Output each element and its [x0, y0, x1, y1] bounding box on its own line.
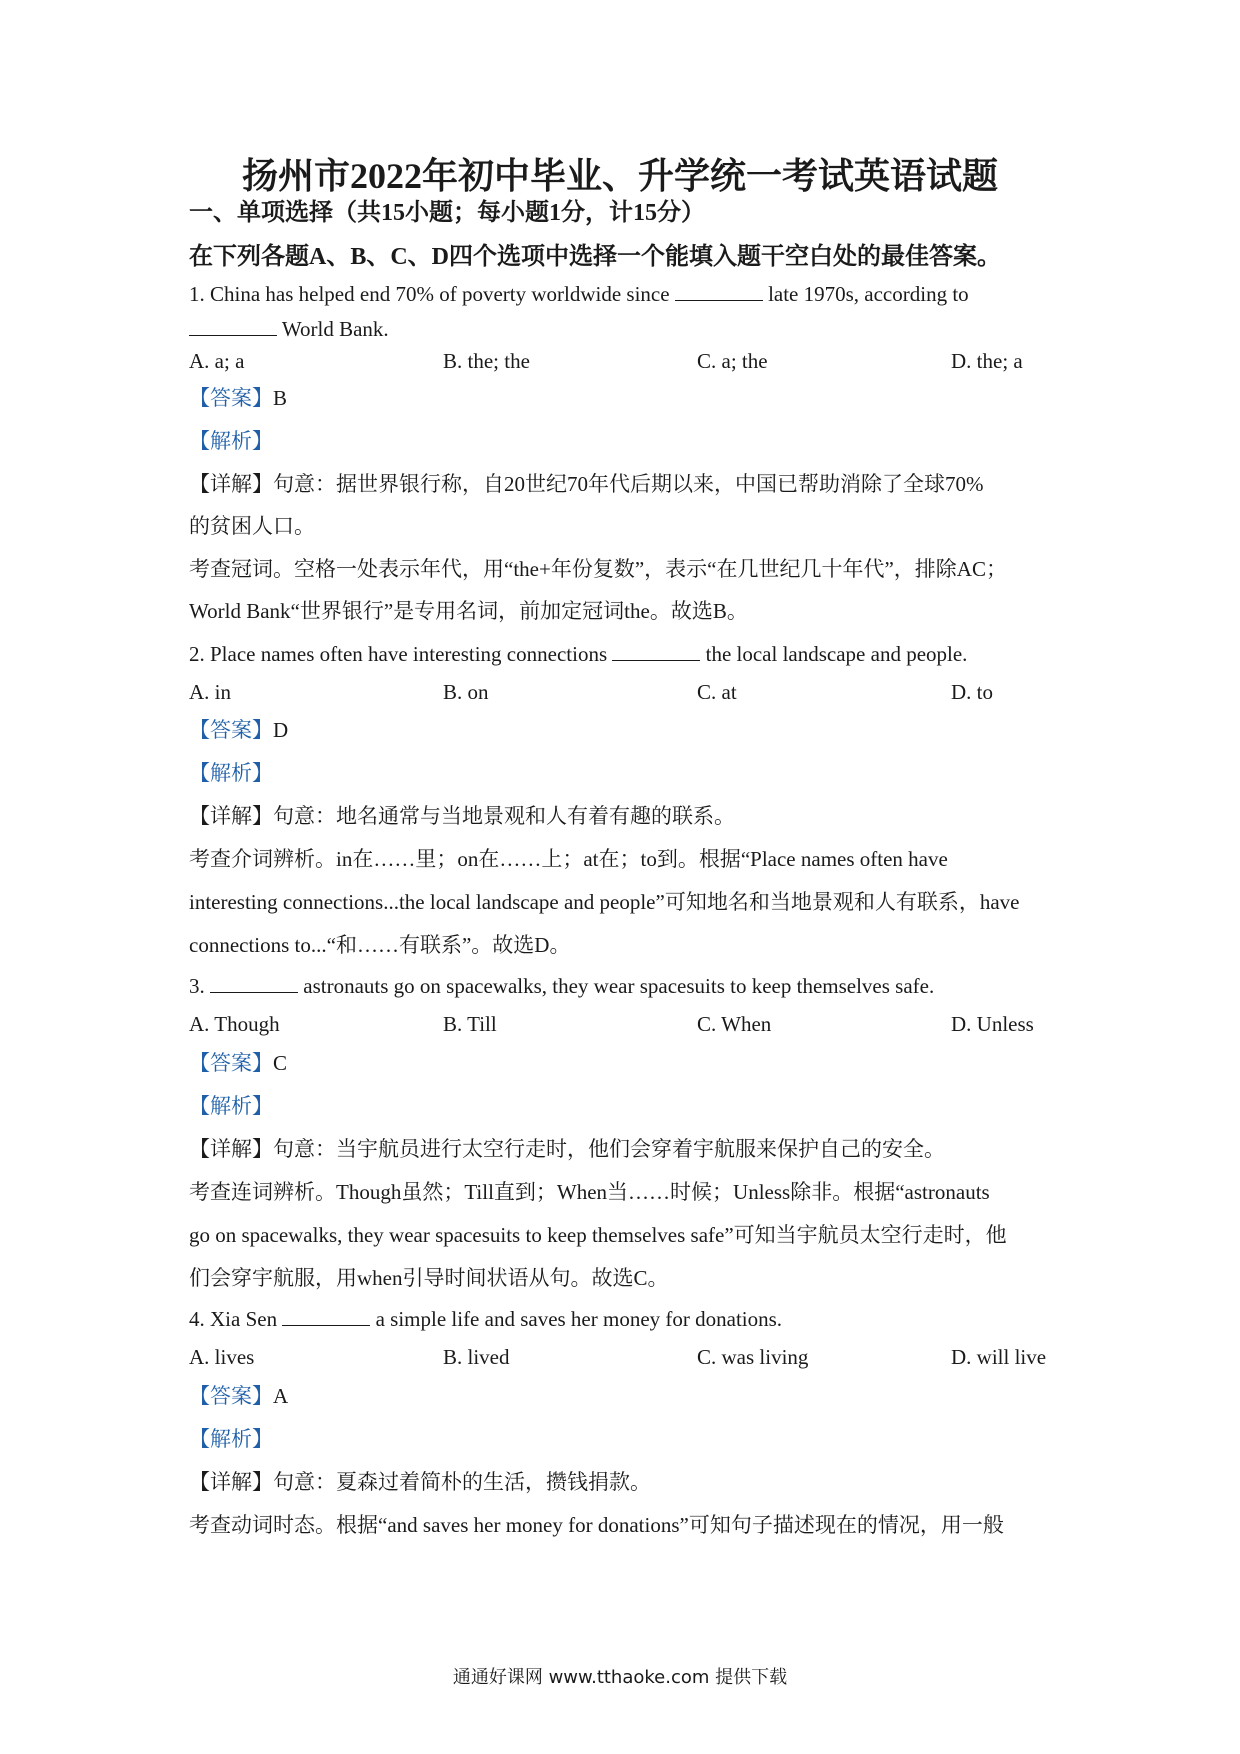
answer-blank — [282, 1307, 370, 1326]
q2-stem-part-b: the local landscape and people. — [705, 642, 968, 666]
section-heading: 一、单项选择（共15小题；每小题1分，计15分） — [189, 200, 705, 226]
q3-option-a: A. Though — [189, 1012, 280, 1036]
answer-blank — [675, 282, 763, 301]
q2-detail-line-4: connections to...“和……有联系”。故选D。 — [189, 933, 571, 957]
q4-detail-line-2: 考查动词时态。根据“and saves her money for donations”可知句子描述现在的情况，用一般 — [189, 1513, 1004, 1537]
answer-tag: 【答案】 — [189, 386, 273, 410]
q3-analysis — [189, 1092, 273, 1120]
q2-option-b: B. on — [443, 680, 489, 704]
page-footer: 通通好课网 www.tthaoke.com 提供下载 — [452, 1667, 788, 1688]
detail-text: 句意：夏森过着简朴的生活，攒钱捐款。 — [273, 1470, 651, 1494]
detail-text: 句意：当宇航员进行太空行走时，他们会穿着宇航服来保护自己的安全。 — [273, 1137, 945, 1161]
q4-option-b: B. lived — [443, 1345, 510, 1369]
q2-answer — [189, 716, 288, 744]
q3-stem-part-a: 3. — [189, 974, 205, 998]
q3-detail-line-4: 们会穿宇航服，用when引导时间状语从句。故选C。 — [189, 1266, 669, 1290]
q1-analysis — [189, 427, 273, 455]
q1-detail-line-2: 的贫困人口。 — [189, 514, 315, 538]
q2-option-d: D. to — [951, 680, 993, 704]
q2-option-a: A. in — [189, 680, 231, 704]
answer-value: A — [273, 1384, 289, 1408]
page-title: 扬州市2022年初中毕业、升学统一考试英语试题 — [241, 156, 998, 196]
answer-blank — [189, 317, 277, 336]
q1-option-b: B. the; the — [443, 349, 530, 373]
analysis-tag: 【解析】 — [189, 1427, 273, 1451]
q4-option-d: D. will live — [951, 1345, 1047, 1369]
q1-answer — [189, 384, 287, 412]
q1-stem-line-1 — [189, 280, 969, 308]
q3-option-b: B. Till — [443, 1012, 497, 1036]
detail-tag: 【详解】 — [189, 1470, 273, 1494]
q1-stem-line-2 — [189, 315, 389, 343]
q1-stem-part-a: 1. China has helped end 70% of poverty worldwide since — [189, 282, 670, 306]
detail-tag: 【详解】 — [189, 1137, 273, 1161]
q3-detail-line-3: go on spacewalks, they wear spacesuits to keep themselves safe”可知当宇航员太空行走时，他 — [189, 1223, 1007, 1247]
q2-stem-part-a: 2. Place names often have interesting connections — [189, 642, 608, 666]
q4-answer — [189, 1382, 288, 1410]
detail-text: 句意：据世界银行称，自20世纪70年代后期以来，中国已帮助消除了全球70% — [273, 472, 984, 496]
q4-detail-line-1 — [189, 1468, 651, 1496]
answer-tag: 【答案】 — [189, 1384, 273, 1408]
analysis-tag: 【解析】 — [189, 429, 273, 453]
answer-value: C — [273, 1051, 288, 1075]
answer-blank — [210, 974, 298, 993]
answer-value: D — [273, 718, 289, 742]
q4-option-c: C. was living — [697, 1345, 809, 1369]
q3-answer — [189, 1049, 287, 1077]
q4-stem-line-1 — [189, 1305, 782, 1333]
answer-blank — [612, 642, 700, 661]
q2-stem-line-1 — [189, 640, 967, 668]
q3-stem-line-1 — [189, 972, 934, 1000]
q2-detail-line-1 — [189, 802, 735, 830]
q1-detail-line-1 — [189, 470, 984, 498]
q2-option-c: C. at — [697, 680, 737, 704]
q3-option-c: C. When — [697, 1012, 772, 1036]
q2-detail-line-2: 考查介词辨析。in在……里；on在……上；at在；to到。根据“Place names often have — [189, 847, 948, 871]
q1-stem-part-c: World Bank. — [281, 317, 389, 341]
answer-value: B — [273, 386, 288, 410]
q3-stem-part-b: astronauts go on spacewalks, they wear spacesuits to keep themselves safe. — [303, 974, 935, 998]
detail-text: 句意：地名通常与当地景观和人有着有趣的联系。 — [273, 804, 735, 828]
q2-detail-line-3: interesting connections...the local landscape and people”可知地名和当地景观和人有联系，have — [189, 890, 1020, 914]
section-instruction: 在下列各题A、B、C、D四个选项中选择一个能填入题干空白处的最佳答案。 — [189, 244, 1002, 270]
q1-detail-line-4: World Bank“世界银行”是专用名词，前加定冠词the。故选B。 — [189, 599, 748, 623]
q1-option-d: D. the; a — [951, 349, 1023, 373]
q4-analysis — [189, 1425, 273, 1453]
detail-tag: 【详解】 — [189, 472, 273, 496]
q3-detail-line-2: 考查连词辨析。Though虽然；Till直到；When当……时候；Unless除非。根据“astronauts — [189, 1180, 990, 1204]
q3-detail-line-1 — [189, 1135, 945, 1163]
q4-option-a: A. lives — [189, 1345, 255, 1369]
q2-analysis — [189, 759, 273, 787]
answer-tag: 【答案】 — [189, 718, 273, 742]
detail-tag: 【详解】 — [189, 804, 273, 828]
q1-detail-line-3: 考查冠词。空格一处表示年代，用“the+年份复数”，表示“在几世纪几十年代”，排除AC； — [189, 557, 1007, 581]
q3-option-d: D. Unless — [951, 1012, 1034, 1036]
analysis-tag: 【解析】 — [189, 761, 273, 785]
q1-option-c: C. a; the — [697, 349, 768, 373]
q4-stem-part-b: a simple life and saves her money for donations. — [375, 1307, 783, 1331]
q1-option-a: A. a; a — [189, 349, 245, 373]
answer-tag: 【答案】 — [189, 1051, 273, 1075]
q1-stem-part-b: late 1970s, according to — [768, 282, 969, 306]
q4-stem-part-a: 4. Xia Sen — [189, 1307, 278, 1331]
analysis-tag: 【解析】 — [189, 1094, 273, 1118]
